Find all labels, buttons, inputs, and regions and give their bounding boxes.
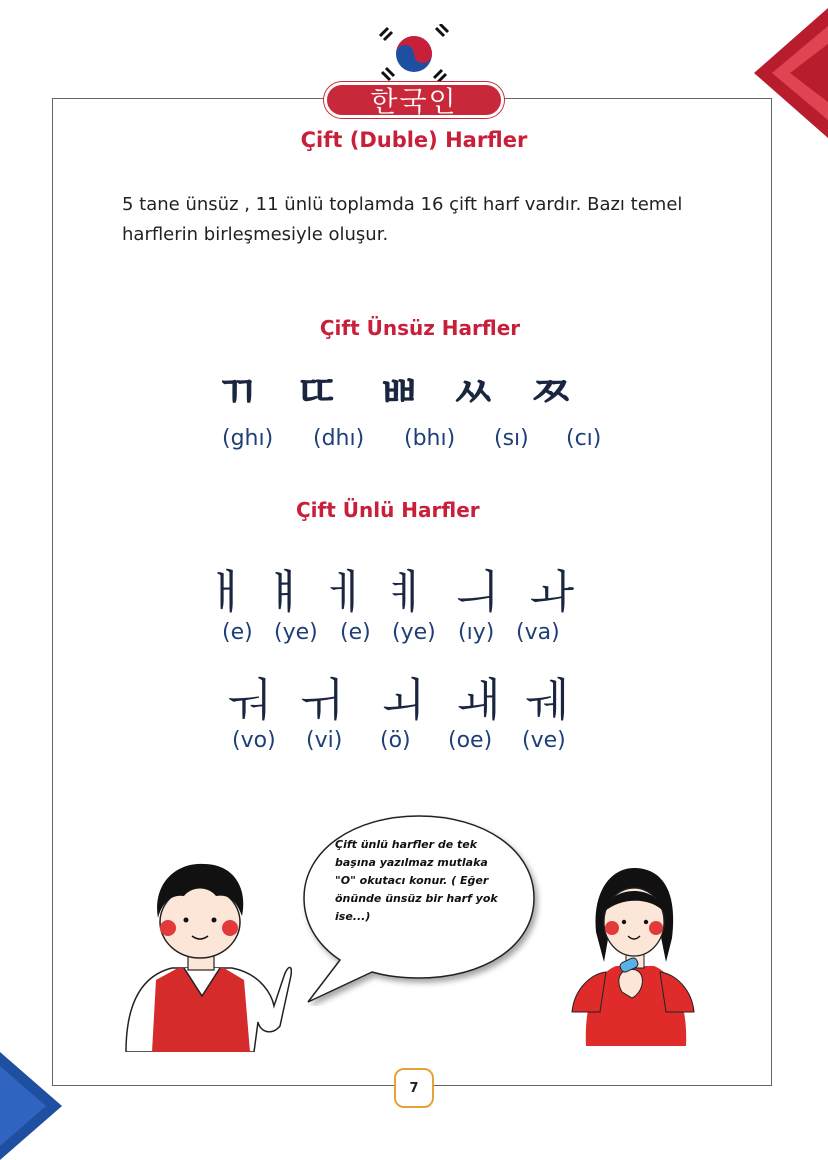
vowel-roman: (ye) — [274, 620, 318, 645]
vowel-letter: ㅞ — [524, 673, 569, 727]
vowel-letter: ㅔ — [324, 565, 369, 619]
vowel-letter: ㅟ — [298, 673, 343, 727]
consonant-roman: (sı) — [494, 426, 529, 451]
vowel-letter: ㅙ — [456, 673, 501, 727]
consonant-roman: (ghı) — [222, 426, 274, 451]
vowel-letter: ㅖ — [384, 565, 429, 619]
consonant-roman-row — [0, 426, 828, 456]
vowel-letter: ㅐ — [204, 565, 249, 619]
vowel-roman: (oe) — [448, 728, 493, 753]
consonant-hangul-row — [0, 356, 828, 418]
vowel-letter: ㅘ — [530, 565, 575, 619]
consonant-letter: ㄸ — [296, 367, 339, 418]
vowel-roman: (ö) — [380, 728, 411, 753]
header-badge: 한국인 — [324, 82, 504, 118]
vowel-letter: ㅝ — [226, 673, 271, 727]
vowel-letter: ㅢ — [454, 565, 499, 619]
boy-illustration — [112, 856, 292, 1052]
girl-illustration — [566, 862, 700, 1046]
intro-paragraph: 5 tane ünsüz , 11 ünlü toplamda 16 çift harf vardır. Bazı temel harflerin birleşmesiyle oluşur. — [122, 194, 683, 245]
vowel-roman-row-2 — [0, 728, 828, 758]
vowel-roman: (e) — [222, 620, 253, 645]
vowel-roman: (ıy) — [458, 620, 495, 645]
consonant-roman: (cı) — [566, 426, 602, 451]
vowel-hangul-row-2 — [0, 664, 828, 727]
vowel-roman: (e) — [340, 620, 371, 645]
consonant-roman: (bhı) — [404, 426, 456, 451]
vowel-roman: (ve) — [522, 728, 566, 753]
consonant-letter: ㅆ — [452, 367, 495, 418]
consonant-letter: ㅉ — [530, 367, 573, 418]
page-number: 7 — [394, 1068, 434, 1108]
page-title: Çift (Duble) Harfler — [300, 128, 528, 152]
consonant-letter: ㅃ — [378, 367, 421, 418]
vowel-letter: ㅒ — [262, 565, 307, 619]
vowel-roman: (va) — [516, 620, 560, 645]
speech-bubble-text: Çift ünlü harfler de tek başına yazılmaz mutlaka "O" okutacı konur. ( Eğer önünde ünsüz bir harf yok ise...) — [335, 838, 498, 923]
vowels-heading: Çift Ünlü Harfler — [296, 498, 480, 522]
vowel-roman: (ye) — [392, 620, 436, 645]
vowel-hangul-row-1 — [0, 556, 828, 619]
vowel-letter: ㅚ — [380, 673, 425, 727]
consonant-roman: (dhı) — [313, 426, 365, 451]
korean-flag-icon — [370, 24, 458, 84]
consonant-letter: ㄲ — [216, 367, 259, 418]
vowel-roman: (vo) — [232, 728, 276, 753]
consonants-heading: Çift Ünsüz Harfler — [319, 316, 521, 340]
vowel-roman: (vi) — [306, 728, 343, 753]
vowel-roman-row-1 — [0, 620, 828, 650]
